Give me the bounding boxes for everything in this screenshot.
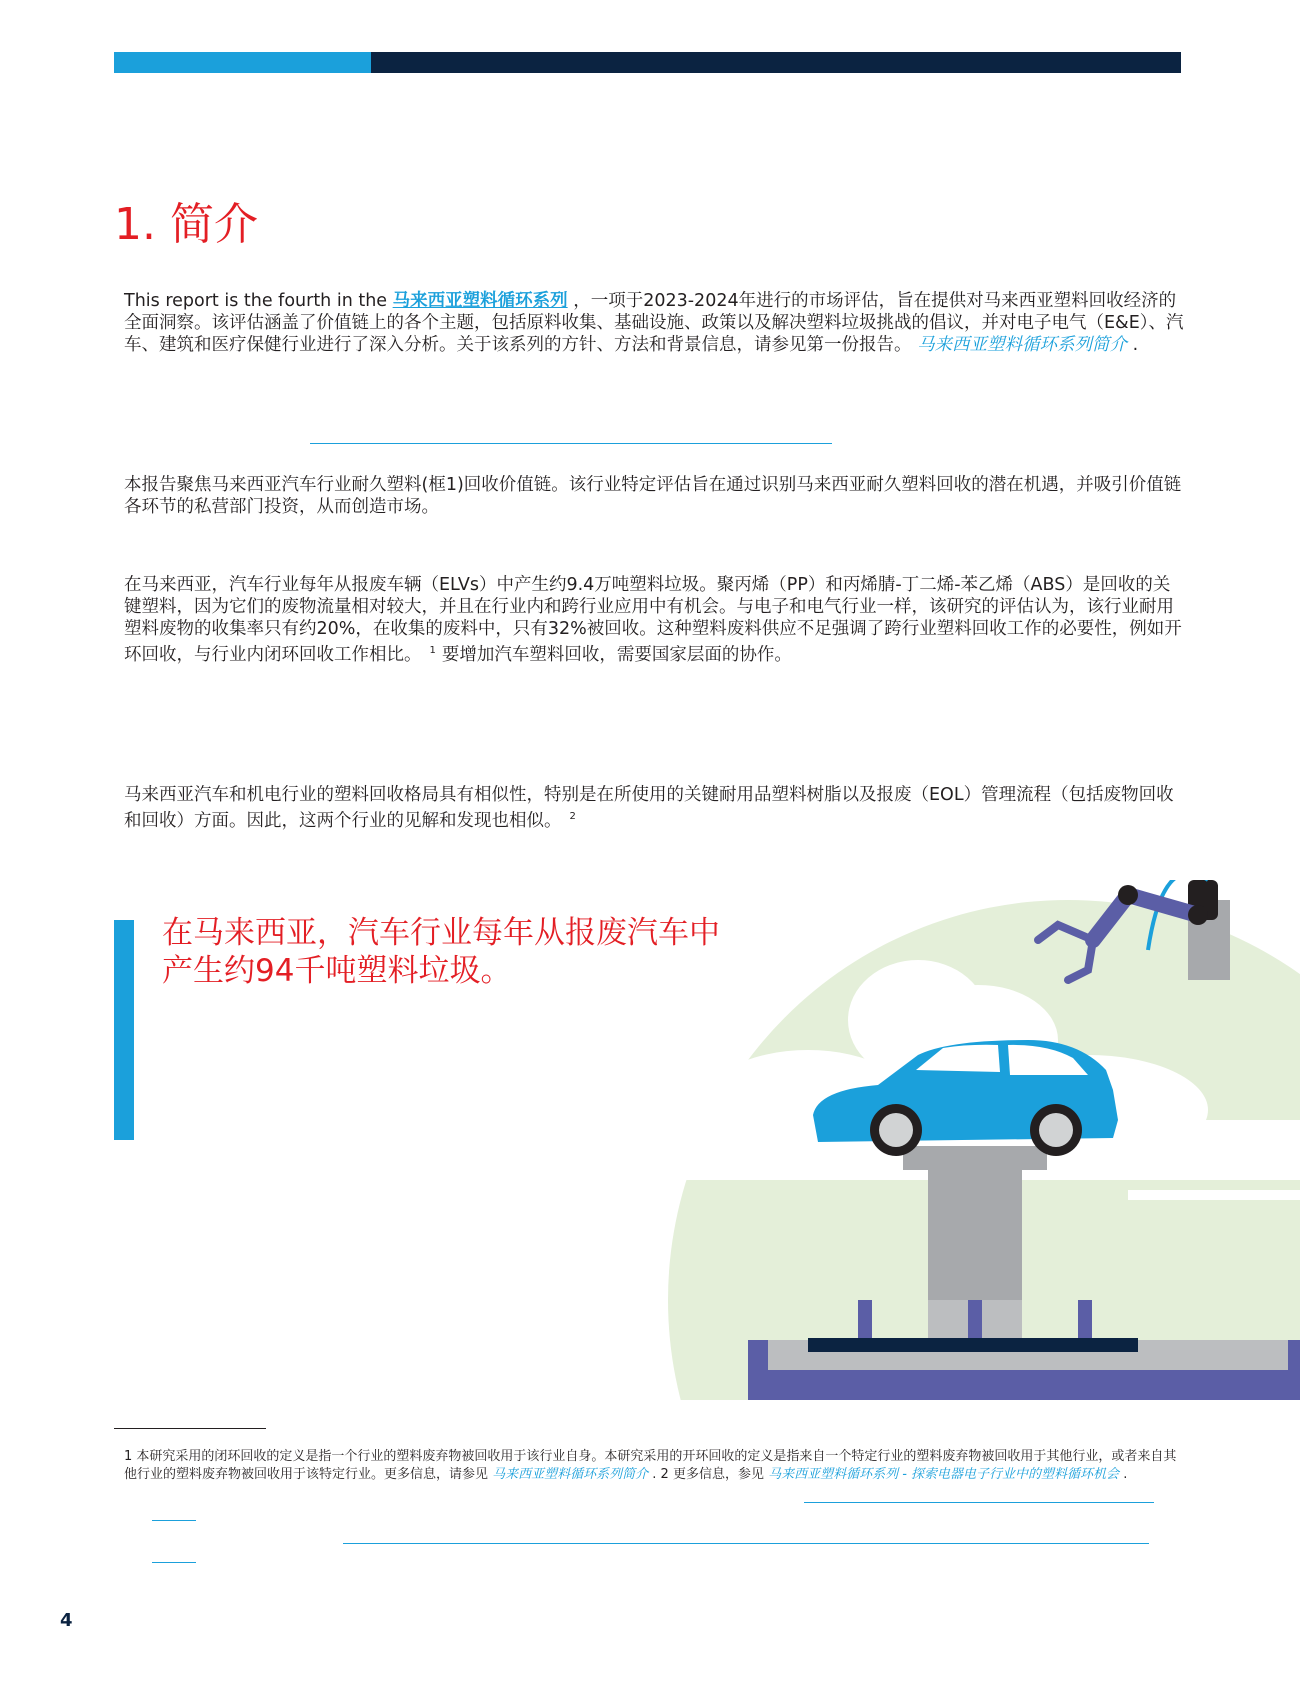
footnote-divider [114, 1428, 266, 1429]
intro-paragraph [124, 290, 1184, 356]
intro-text-after: ，一项于2023-2024年进行的市场评估，旨在提供对马来西亚塑料回收经济的全面洞察。该评估涵盖了价值链上的各个主题，包括原料收集、基础设施、政策以及解决塑料垃圾挑战的倡议，并对电子电气（E&E）、汽车、建筑和医疗保健行业进行了深入分析。关于该系列的方针、方法和背景信息，请参见第一份报告。 [124, 291, 1184, 355]
footnote-2-end: . [1119, 1467, 1128, 1482]
footnote-2-link[interactable]: 马来西亚塑料循环系列 - 探索电器电子行业中的塑料循环机会 [768, 1467, 1120, 1482]
header-bar [114, 52, 1181, 73]
pull-quote: 在马来西亚，汽车行业每年从报废汽车中产生约94千吨塑料垃圾。 [162, 915, 720, 989]
footnote-1-text: 1 本研究采用的闭环回收的定义是指一个行业的塑料废弃物被回收用于该行业自身。本研究采用的开环回收的定义是指来自一个特定行业的塑料废弃物被回收用于其他行业，或者来自其他行业的塑料废弃物被回收用于该特定行业。更多信息，请参见 [124, 1449, 1177, 1482]
focus-paragraph: 本报告聚焦马来西亚汽车行业耐久塑料(框1)回收价值链。该行业特定评估旨在通过识别马来西亚耐久塑料回收的潜在机遇，并吸引价值链各环节的私营部门投资，从而创造市场。 [124, 475, 1182, 517]
intro-end: . [1127, 335, 1139, 355]
pull-quote-bar [114, 920, 134, 1140]
car-recycling-illustration [648, 880, 1300, 1400]
header-bar-accent [114, 52, 371, 73]
elv-text: 在马来西亚，汽车行业每年从报废车辆（ELVs）中产生约9.4万吨塑料垃圾。聚丙烯（PP）和丙烯腈-丁二烯-苯乙烯（ABS）是回收的关键塑料，因为它们的废物流量相对较大，并且在行业内和跨行业应用中有机会。与电子和电气行业一样，该研究的评估认为，该行业耐用塑料废物的收集率只有约20%，在收集的废料中，只有32%被回收。这种塑料废料供应不足强调了跨行业塑料回收工作的必要性，例如开环回收，与行业内闭环回收工作相比。 [124, 575, 1182, 665]
link-underline [310, 443, 832, 444]
series-link[interactable]: 马来西亚塑料循环系列 [392, 291, 568, 311]
elv-paragraph [124, 574, 1184, 666]
section-title: 1. 简介 [114, 199, 258, 250]
footnote-link-underline-a [804, 1502, 1154, 1503]
page-number: 4 [60, 1610, 73, 1631]
footnote-link-underline-c [343, 1543, 1149, 1544]
similarity-text: 马来西亚汽车和机电行业的塑料回收格局具有相似性，特别是在所使用的关键耐用品塑料树脂以及报废（EOL）管理流程（包括废物回收和回收）方面。因此，这两个行业的见解和发现也相似。 [124, 785, 1174, 831]
intro-text-before: This report is the fourth in the [124, 291, 393, 311]
footnote-2-text: . 2 更多信息，参见 [648, 1467, 769, 1482]
footnote-ref-1[interactable]: 1 [429, 645, 436, 656]
footnotes [124, 1448, 1184, 1484]
footnote-link-underline-b [152, 1520, 196, 1521]
footnote-link-underline-d [152, 1562, 196, 1563]
header-bar-dark [371, 52, 1181, 73]
footnote-1-link[interactable]: 马来西亚塑料循环系列简介 [492, 1467, 649, 1482]
elv-text-after: 要增加汽车塑料回收，需要国家层面的协作。 [441, 644, 792, 665]
intro-report-link[interactable]: 马来西亚塑料循环系列简介 [917, 335, 1128, 355]
similarity-paragraph [124, 784, 1184, 832]
footnote-ref-2[interactable]: 2 [569, 811, 576, 822]
